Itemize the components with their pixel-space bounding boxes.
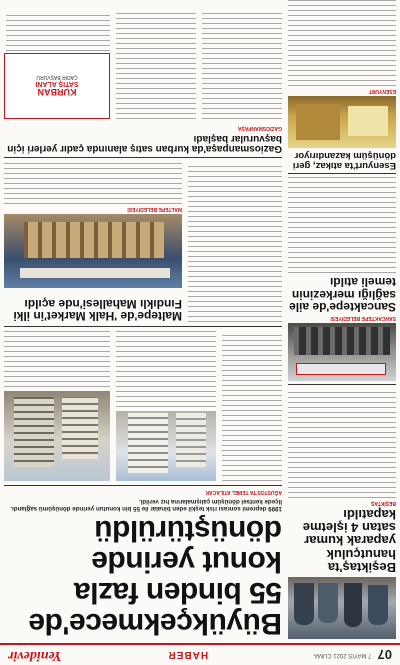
story-headline: Maltepe'de 'Halk Market'in ilki Fındıklı Mahallesi'nde açıldı (13, 296, 182, 323)
market-photo (4, 214, 182, 288)
story-tag: MALTEPE BELEDİYESİ (127, 206, 182, 212)
issue-date: 7 MAYIS 2021 CUMA (313, 652, 372, 658)
story-body (288, 177, 396, 273)
story-headline: Beşiktaş'ta hanutçuluk yaparak kumar satan 4 işletme kapatıldı (302, 507, 396, 575)
story-body (288, 0, 396, 86)
page-number: 07 (377, 647, 392, 663)
story-gaziosmanpasa (4, 13, 282, 153)
story-body (288, 388, 396, 498)
main-headline: Büyükçekmece'de 55 binden fazla konut yerinde dönüştürüldü (28, 514, 282, 640)
main-story-body (4, 331, 282, 481)
main-deck: 1999 depremi sonrası risk teşkil eden binalar ile 55 bin konutun yerinde dönüşümü sağlandı. İlçede kentsel dönüşüm çalışmalarına hız verildi. (10, 498, 282, 512)
story-headline: Sancaktepe'de aile sağlığı merkezinin temeli atıldı (289, 275, 396, 314)
subheading: AĞUSTOS'TA TEMEL ATILACAK (205, 489, 282, 495)
kurban-ad (4, 53, 110, 119)
masthead (0, 643, 400, 665)
story-tag: ESENYURT (368, 87, 396, 94)
building-photo (116, 411, 216, 481)
construction-photo (4, 391, 110, 481)
photo-caption: SANCAKTEPE BELEDİYESİ (330, 314, 396, 321)
story-esenyurt (288, 0, 396, 170)
story-besiktas (288, 388, 396, 639)
story-tag: GAZİOSMANPAŞA (237, 124, 282, 131)
ad-line-1: KURBAN (37, 87, 77, 98)
section-label: HABER (167, 649, 209, 661)
story-sancaktepe (288, 177, 396, 381)
main-area (4, 4, 282, 639)
ad-line-3: ÇADIR BAŞVURU (36, 74, 78, 81)
story-headline: Gaziosmanpaşa'da kurban satış alanında çadır yerleri için başvurular başladı (7, 132, 282, 154)
newspaper-logo: Yenidevir (8, 648, 62, 663)
ad-line-2: SATIŞ ALANI (35, 80, 79, 88)
story-photo (288, 96, 396, 148)
story-headline: Esenyurt'ta atıkaz, geri dönüşüm kazandırıyor (292, 150, 396, 172)
story-tag: BEŞİKTAŞ (371, 499, 396, 506)
story-maltepe (4, 162, 282, 322)
story-photo (288, 323, 396, 381)
story-photo (288, 577, 396, 639)
left-column (288, 4, 396, 639)
